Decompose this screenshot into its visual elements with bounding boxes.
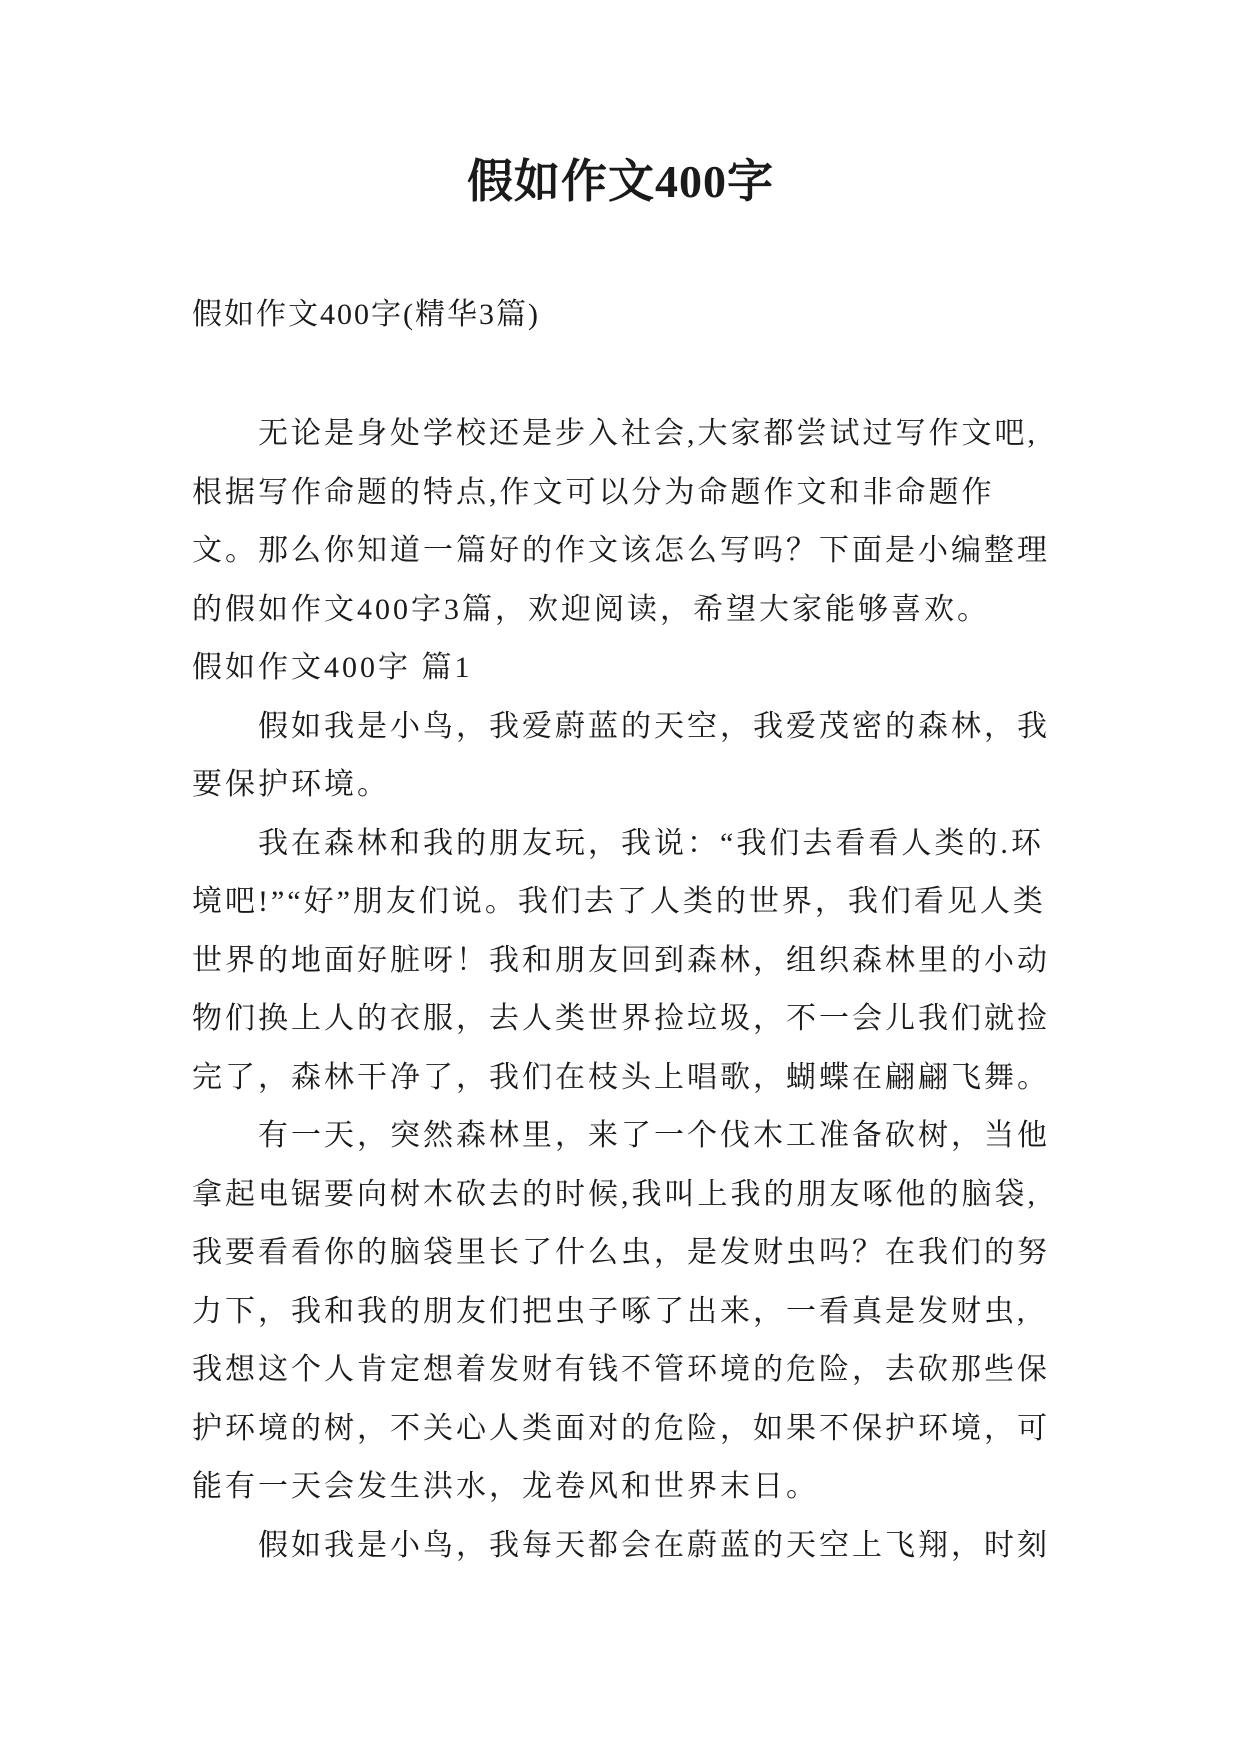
intro-paragraph: 无论是身处学校还是步入社会,大家都尝试过写作文吧,根据写作命题的特点,作文可以分为命题作文和非命题作文。那么你知道一篇好的作文该怎么写吗？下面是小编整理的假如作文400字3篇，欢迎阅读，希望大家能够喜欢。 (192, 417, 1050, 626)
document-body (192, 405, 1056, 1575)
body-paragraph: 有一天，突然森林里，来了一个伐木工准备砍树，当他拿起电锯要向树木砍去的时候,我叫上我的朋友啄他的脑袋,我要看看你的脑袋里长了什么虫，是发财虫吗？在我们的努力下，我和我的朋友们把虫子啄了出来，一看真是发财虫,我想这个人肯定想着发财有钱不管环境的危险，去砍那些保护环境的树，不关心人类面对的危险，如果不保护环境，可能有一天会发生洪水，龙卷风和世界末日。 (192, 1119, 1050, 1503)
document-title: 假如作文400字 (467, 156, 774, 207)
body-paragraph: 假如我是小鸟，我爱蔚蓝的天空，我爱茂密的森林，我要保护环境。 (192, 709, 1050, 801)
section-heading-1: 假如作文400字 篇1 (192, 651, 473, 684)
body-paragraph: 我在森林和我的朋友玩，我说：“我们去看看人类的.环境吧!”“好”朋友们说。我们去了人类的世界，我们看见人类世界的地面好脏呀！我和朋友回到森林，组织森林里的小动物们换上人的衣服，去人类世界捡垃圾，不一会儿我们就捡完了，森林干净了，我们在枝头上唱歌，蝴蝶在翩翩飞舞。 (192, 826, 1050, 1094)
body-paragraph: 假如我是小鸟，我每天都会在蔚蓝的天空上飞翔，时刻 (258, 1528, 1050, 1562)
document-subtitle: 假如作文400字(精华3篇) (192, 298, 540, 331)
